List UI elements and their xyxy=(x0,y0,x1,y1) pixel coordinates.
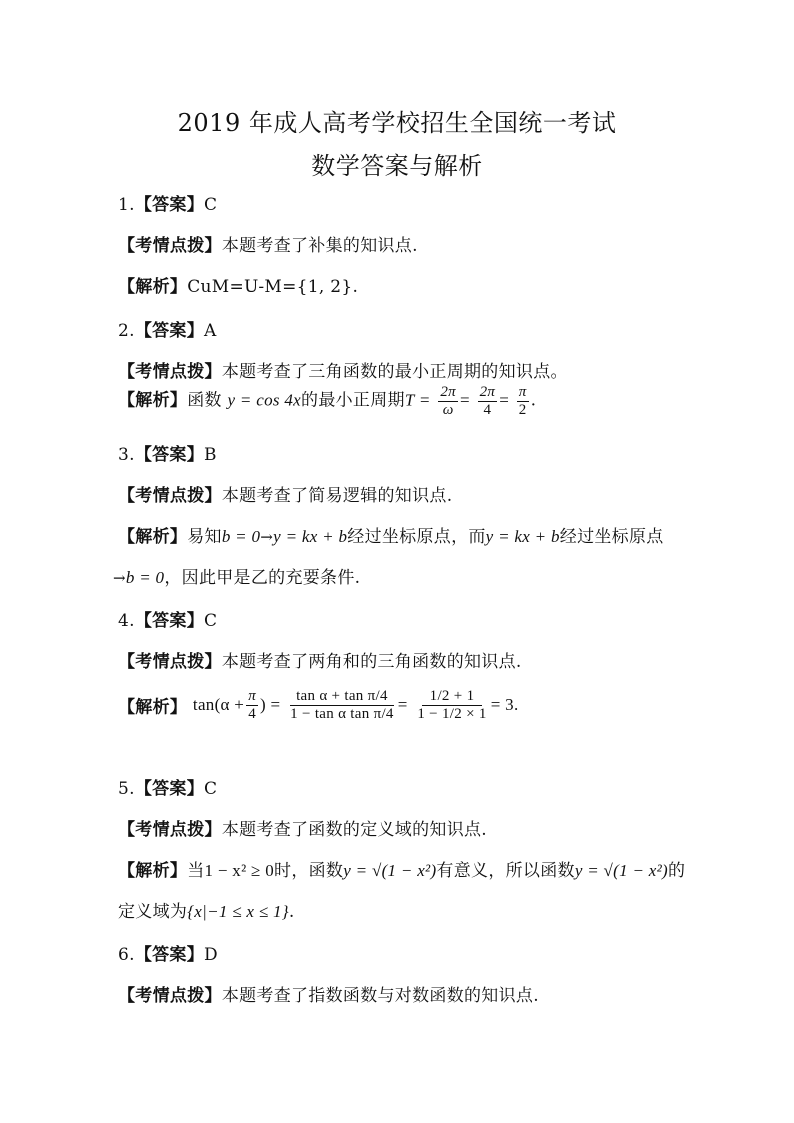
math-expr: y = √(1 − x²) xyxy=(574,861,669,880)
math-expr: b = 0 xyxy=(125,568,165,587)
q3-text: 易知 xyxy=(187,527,222,547)
document-title: 2019 年成人高考学校招生全国统一考试 xyxy=(177,109,617,137)
math-expr: 1 − x² ≥ 0 xyxy=(204,861,275,880)
q2-number: 2. xyxy=(118,321,135,341)
q5-number: 5. xyxy=(118,779,135,799)
hint-label: 【考情点拨】 xyxy=(118,652,222,672)
equals: = xyxy=(459,390,470,410)
implies-arrow-icon: → xyxy=(113,569,126,587)
q6-answer-value: D xyxy=(204,945,218,965)
q5-answer-value: C xyxy=(204,779,218,799)
q1-answer xyxy=(118,190,217,215)
math-expr: {x|−1 ≤ x ≤ 1} xyxy=(187,902,289,921)
math-expr: tan(α + xyxy=(192,695,245,714)
q3-analysis xyxy=(118,522,664,547)
hint-label: 【考情点拨】 xyxy=(118,986,222,1006)
hint-label: 【考情点拨】 xyxy=(118,820,222,840)
q5-analysis-cont xyxy=(118,897,295,922)
q5-text: 定义域为 xyxy=(118,902,188,922)
q3-text: 经过坐标原点 xyxy=(559,527,664,547)
q2-analysis xyxy=(118,384,536,418)
q3-text: ，因此甲是乙的充要条件. xyxy=(164,568,361,588)
q5-text: 有意义，所以函数 xyxy=(436,861,575,881)
q2-text: 的最小正周期 xyxy=(301,390,405,411)
period: . xyxy=(288,902,295,922)
fraction: $\frac{1/2 + 1}{1 - 1/2 \times 1}$ xyxy=(417,688,487,722)
q4-analysis xyxy=(118,688,519,722)
q3-text: 经过坐标原点，而 xyxy=(347,527,486,547)
fraction: $\frac{\text{tan α + tan π/4}}{\text{1 − tan α tan π/4}}$ xyxy=(290,688,394,722)
hint-label: 【考情点拨】 xyxy=(118,362,222,382)
q3-hint-text: 本题考查了简易逻辑的知识点. xyxy=(221,486,453,506)
analysis-label: 【解析】 xyxy=(118,697,188,718)
answer-label: 【答案】 xyxy=(134,195,205,215)
q2-answer-value: A xyxy=(204,321,217,341)
q5-text: 时，函数 xyxy=(274,861,344,881)
q3-hint xyxy=(118,481,452,506)
q6-number: 6. xyxy=(118,945,135,965)
q2-function: y = cos 4x xyxy=(227,390,302,410)
q2-period-symbol: T = xyxy=(404,390,431,410)
q1-number: 1. xyxy=(118,195,135,215)
hint-label: 【考情点拨】 xyxy=(118,236,222,256)
q3-number: 3. xyxy=(118,445,135,465)
hint-label: 【考情点拨】 xyxy=(118,486,222,506)
q1-analysis xyxy=(118,272,358,297)
q4-answer-value: C xyxy=(204,611,218,631)
answer-label: 【答案】 xyxy=(134,945,205,965)
q1-answer-value: C xyxy=(204,195,218,215)
math-expr: y = kx + b xyxy=(485,527,560,546)
q2-hint-text: 本题考查了三角函数的最小正周期的知识点。 xyxy=(221,362,568,382)
equals: = xyxy=(499,390,510,410)
period: . xyxy=(530,390,537,411)
answer-label: 【答案】 xyxy=(134,321,205,341)
q2-hint xyxy=(118,357,568,382)
answer-label: 【答案】 xyxy=(134,611,205,631)
q5-text: 当 xyxy=(187,861,205,881)
fraction: $\frac{\pi}{4}$ xyxy=(248,688,257,722)
math-result: = 3. xyxy=(490,695,519,714)
math-expr: y = √(1 − x²) xyxy=(343,861,437,880)
q5-answer xyxy=(118,774,217,799)
q5-hint xyxy=(118,815,487,840)
q4-answer xyxy=(118,606,217,631)
math-expr: b = 0 xyxy=(221,527,261,546)
equals: = xyxy=(397,695,408,714)
fraction: $\frac{2\pi}{4}$ xyxy=(479,384,496,418)
q6-hint xyxy=(118,981,539,1006)
q5-hint-text: 本题考查了函数的定义域的知识点. xyxy=(221,820,488,840)
q3-answer-value: B xyxy=(204,445,217,465)
q6-answer xyxy=(118,940,218,965)
q1-analysis-text: CuM=U-M={1, 2}. xyxy=(187,277,359,297)
q2-answer xyxy=(118,316,217,341)
q6-hint-text: 本题考查了指数函数与对数函数的知识点. xyxy=(221,986,539,1006)
fraction: $\frac{2\pi}{\omega}$ xyxy=(440,384,456,418)
q3-analysis-cont xyxy=(113,563,360,588)
document-subtitle: 数学答案与解析 xyxy=(311,152,483,180)
math-expr: ) = xyxy=(260,695,281,714)
answer-label: 【答案】 xyxy=(134,445,205,465)
answer-label: 【答案】 xyxy=(134,779,205,799)
analysis-label: 【解析】 xyxy=(118,277,188,297)
q4-hint xyxy=(118,647,522,672)
fraction: $\frac{\pi}{2}$ xyxy=(518,384,527,418)
q5-text: 的 xyxy=(668,861,686,881)
implies-arrow-icon: → xyxy=(260,528,274,546)
q4-number: 4. xyxy=(118,611,135,631)
q3-answer xyxy=(118,440,217,465)
analysis-label: 【解析】 xyxy=(118,390,188,411)
q4-hint-text: 本题考查了两角和的三角函数的知识点. xyxy=(221,652,522,672)
math-expr: y = kx + b xyxy=(273,527,348,546)
analysis-label: 【解析】 xyxy=(118,861,188,881)
q5-analysis xyxy=(118,856,685,881)
q1-hint xyxy=(118,231,418,256)
q2-text: 函数 xyxy=(187,390,222,411)
q1-hint-text: 本题考查了补集的知识点. xyxy=(221,236,418,256)
analysis-label: 【解析】 xyxy=(118,527,188,547)
